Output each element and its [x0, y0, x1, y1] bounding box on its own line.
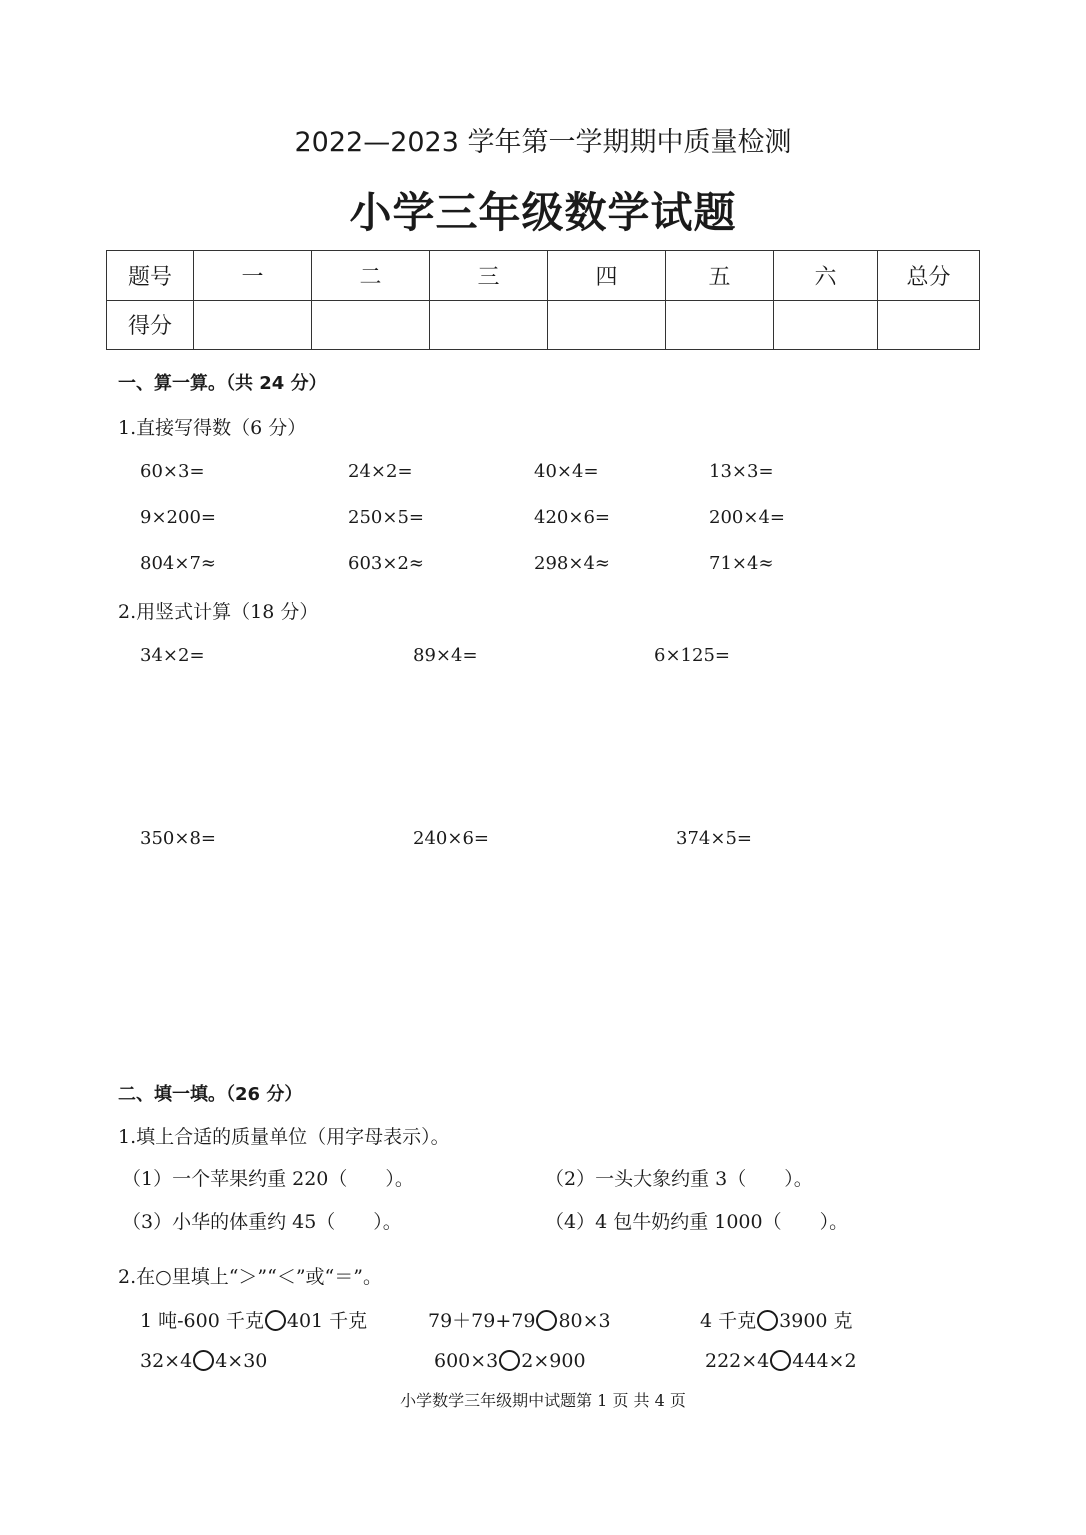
compare-circle-icon	[499, 1350, 520, 1371]
score-table-header-row	[107, 251, 980, 301]
comparison-left: 600×3	[434, 1350, 499, 1372]
compare-circle-icon	[265, 1310, 286, 1331]
vertical-calc-item: 34×2=	[140, 645, 205, 666]
score-table	[106, 250, 980, 350]
oral-calc-item: 9×200=	[140, 507, 216, 528]
comparison-right: 80×3	[558, 1310, 611, 1332]
oral-calc-item: 40×4=	[534, 461, 599, 482]
score-table-cell: 五	[666, 251, 774, 301]
comparison-left: 222×4	[705, 1350, 770, 1372]
unit-fill-item: （2）一头大象约重 3（ ）。	[545, 1168, 813, 1190]
score-entry-cell	[774, 300, 878, 350]
score-table-cell: 一	[194, 251, 312, 301]
score-table-cell: 总分	[878, 251, 980, 301]
score-entry-cell	[430, 300, 548, 350]
score-entry-cell	[666, 300, 774, 350]
score-table-cell: 得分	[107, 300, 194, 350]
vertical-calc-item: 350×8=	[140, 828, 216, 849]
score-table-cell: 题号	[107, 251, 194, 301]
comparison-item	[140, 1350, 267, 1372]
section2-heading: 二、填一填。（26 分）	[118, 1084, 303, 1105]
score-table-cell: 六	[774, 251, 878, 301]
section1-q2-label: 2.用竖式计算（18 分）	[118, 601, 319, 623]
oral-calc-item: 298×4≈	[534, 553, 610, 574]
comparison-left: 1 吨-600 千克	[140, 1310, 264, 1332]
unit-fill-item: （3）小华的体重约 45（ ）。	[122, 1211, 402, 1233]
oral-calc-item: 200×4=	[709, 507, 785, 528]
vertical-calc-item: 240×6=	[413, 828, 489, 849]
score-entry-cell	[878, 300, 980, 350]
vertical-calc-item: 89×4=	[413, 645, 478, 666]
comparison-right: 2×900	[521, 1350, 586, 1372]
score-table-score-row	[107, 300, 980, 350]
oral-calc-item: 71×4≈	[709, 553, 774, 574]
compare-circle-icon	[536, 1310, 557, 1331]
compare-circle-icon	[757, 1310, 778, 1331]
score-entry-cell	[312, 300, 430, 350]
compare-circle-icon	[193, 1350, 214, 1371]
comparison-right: 4×30	[215, 1350, 268, 1372]
unit-fill-item: （1）一个苹果约重 220（ ）。	[122, 1168, 414, 1190]
comparison-item	[140, 1306, 367, 1333]
oral-calc-item: 24×2=	[348, 461, 413, 482]
comparison-right: 401 千克	[286, 1310, 368, 1332]
section1-q1-label: 1.直接写得数（6 分）	[118, 417, 307, 439]
score-entry-cell	[194, 300, 312, 350]
score-entry-cell	[548, 300, 666, 350]
oral-calc-item: 60×3=	[140, 461, 205, 482]
unit-fill-item: （4）4 包牛奶约重 1000（ ）。	[545, 1211, 849, 1233]
compare-circle-icon	[770, 1350, 791, 1371]
oral-calc-item: 250×5=	[348, 507, 424, 528]
score-table-cell: 四	[548, 251, 666, 301]
section2-q1-label: 1.填上合适的质量单位（用字母表示）。	[118, 1126, 450, 1148]
section1-heading: 一、算一算。（共 24 分）	[118, 373, 327, 394]
comparison-right: 3900 克	[779, 1310, 853, 1332]
vertical-calc-item: 374×5=	[676, 828, 752, 849]
comparison-item	[428, 1306, 611, 1333]
section2-q2-label: 2.在○里填上“＞”“＜”或“＝”。	[118, 1266, 382, 1288]
page-footer: 小学数学三年级期中试题第 1 页 共 4 页	[400, 1391, 686, 1410]
score-table-cell: 三	[430, 251, 548, 301]
comparison-item	[705, 1350, 857, 1372]
oral-calc-item: 13×3=	[709, 461, 774, 482]
comparison-item	[434, 1350, 586, 1372]
comparison-item	[700, 1306, 853, 1333]
exam-title: 小学三年级数学试题	[349, 188, 737, 237]
oral-calc-item: 603×2≈	[348, 553, 424, 574]
vertical-calc-item: 6×125=	[654, 645, 730, 666]
oral-calc-item: 804×7≈	[140, 553, 216, 574]
comparison-left: 79＋79+79	[428, 1310, 536, 1332]
comparison-left: 32×4	[140, 1350, 193, 1372]
comparison-right: 444×2	[792, 1350, 857, 1372]
comparison-left: 4 千克	[700, 1310, 757, 1332]
score-table-cell: 二	[312, 251, 430, 301]
oral-calc-item: 420×6=	[534, 507, 610, 528]
exam-subtitle: 2022—2023 学年第一学期期中质量检测	[294, 127, 792, 158]
